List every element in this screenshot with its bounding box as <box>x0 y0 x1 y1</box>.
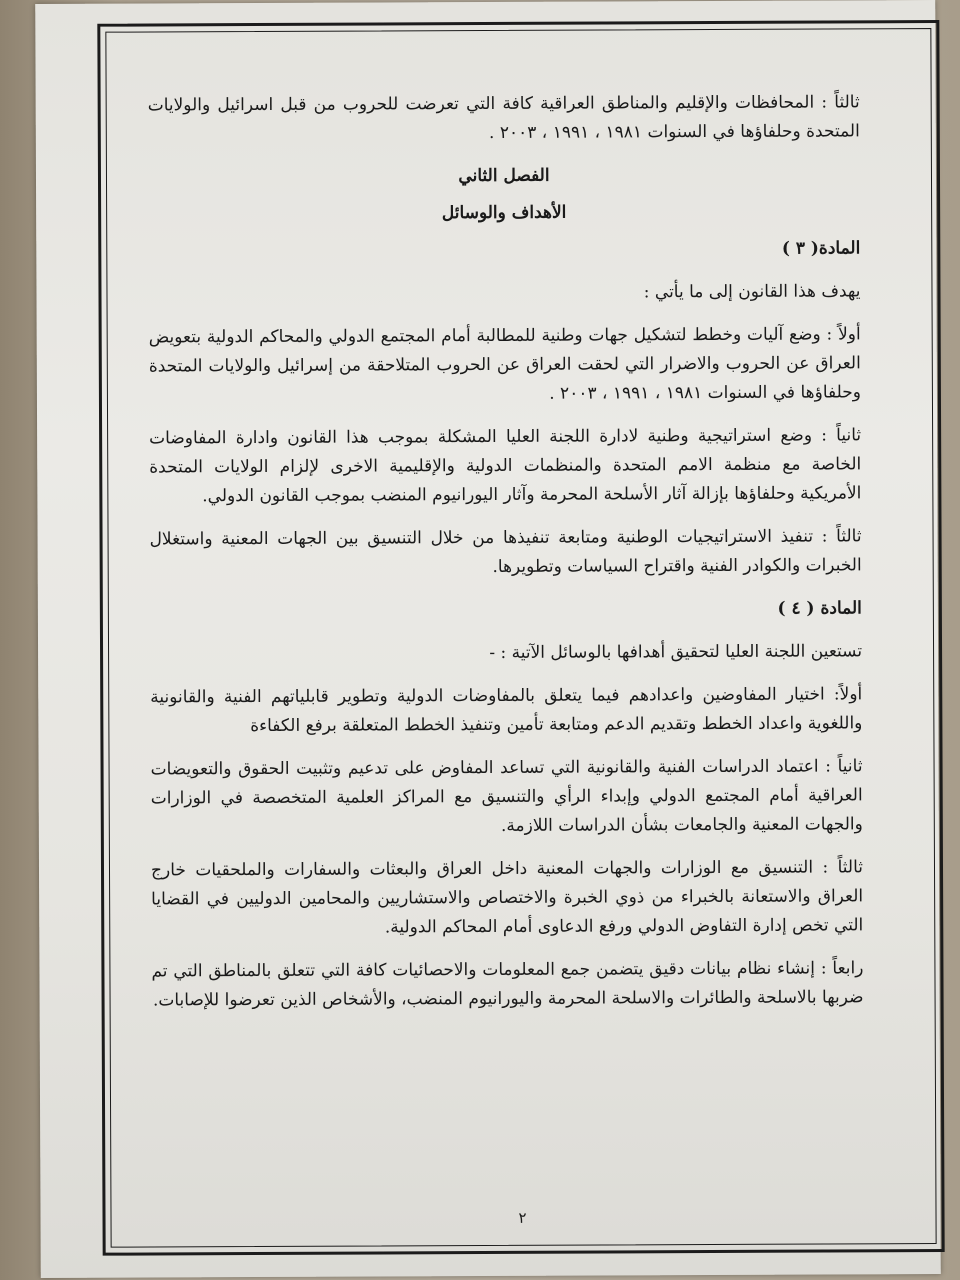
article-4-item-4: رابعاً : إنشاء نظام بيانات دقيق يتضمن جمع المعلومات والاحصائيات كافة التي تتعلق بالمناطق التي تم ضربها بالاسلحة والطائرات والاسلحة المحرمة واليورانيوم المنضب، والأشخاص الذين تعرضوا للإصابات. <box>151 958 864 1011</box>
article-3-title: المادة( ٣ ) <box>781 238 861 259</box>
article-3-item-1: أولاً : وضع آليات وخطط لتشكيل جهات وطنية للمطالبة أمام المجتمع الدولي والمحاكم الدولية بتعويض العراق عن الحروب والاضرار التي لحقت العراق عن الحروب المتلاحقة من إسرائيل والولايات المتحدة وحلفاؤها في السنوات ١٩٨١ ، ١٩٩١ ، ٢٠٠٣ . <box>148 324 861 404</box>
article-3-item-3: ثالثاً : تنفيذ الاستراتيجيات الوطنية ومتابعة تنفيذها من خلال التنسيق بين الجهات المعنية واستغلال الخبرات والكوادر الفنية واقتراح السياسات وتطويرها. <box>149 526 862 577</box>
page-number: ٢ <box>518 1208 527 1227</box>
document-page <box>35 0 941 1278</box>
article-4-item-2: ثانياً : اعتماد الدراسات الفنية والقانونية التي تساعد المفاوض على تدعيم وتثبيت الحقوق والتعويضات العراقية أمام المجتمع الدولي وإبداء الرأي والتنسيق مع المراكز العلمية المتخصصة في الوزارات والجهات المعنية والجامعات بشأن الدراسات اللازمة. <box>150 756 863 836</box>
article-3-item-2: ثانياً : وضع استراتيجية وطنية لادارة اللجنة العليا المشكلة بموجب هذا القانون وادارة المفاوضات الخاصة مع منظمة الامم المتحدة والمنظمات الدولية والإقليمية الاخرى لإلزام الولايات المتحدة الأمريكية وحلفاؤها بإزالة آثار الأسلحة المحرمة وآثار اليورانيوم المنضب بموجب القانون الدولي. <box>149 425 862 507</box>
article-3-intro: يهدف هذا القانون إلى ما يأتي : <box>643 281 861 303</box>
chapter-subtitle: الأهداف والوسائل <box>441 202 567 224</box>
chapter-title: الفصل الثاني <box>458 165 550 187</box>
article-4-item-1: أولاً: اختيار المفاوضين واعدادهم فيما يتعلق بالمفاوضات الدولية وتطوير قابلياتهم الفنية والقانونية واللغوية واعداد الخطط وتقديم الدعم ومتابعة تأمين وتنفيذ الخطط المتعلقة برفع الكفاءة <box>150 684 863 737</box>
article-4-intro: تستعين اللجنة العليا لتحقيق أهدافها بالوسائل الآتية : - <box>489 641 863 663</box>
article-4-title: المادة ( ٤ ) <box>777 598 862 619</box>
document-body <box>148 88 864 1029</box>
article-4-item-3: ثالثاً : التنسيق مع الوزارات والجهات المعنية داخل العراق والبعثات والسفارات والملحقيات خارج العراق والاستعانة بالخبراء من ذوي الخبرة والاختصاص والاستشاريين والمحامين الدوليين في القضايا التي تخص إدارة التفاوض الدولي ورفع الدعاوى أمام المحاكم الدولية. <box>150 857 864 938</box>
top-paragraph: ثالثاً : المحافظات والإقليم والمناطق العراقية كافة التي تعرضت للحروب من قبل اسرائيل والولايات المتحدة وحلفاؤها في السنوات ١٩٨١ ، ١٩٩١ ، ٢٠٠٣ . <box>147 92 860 143</box>
